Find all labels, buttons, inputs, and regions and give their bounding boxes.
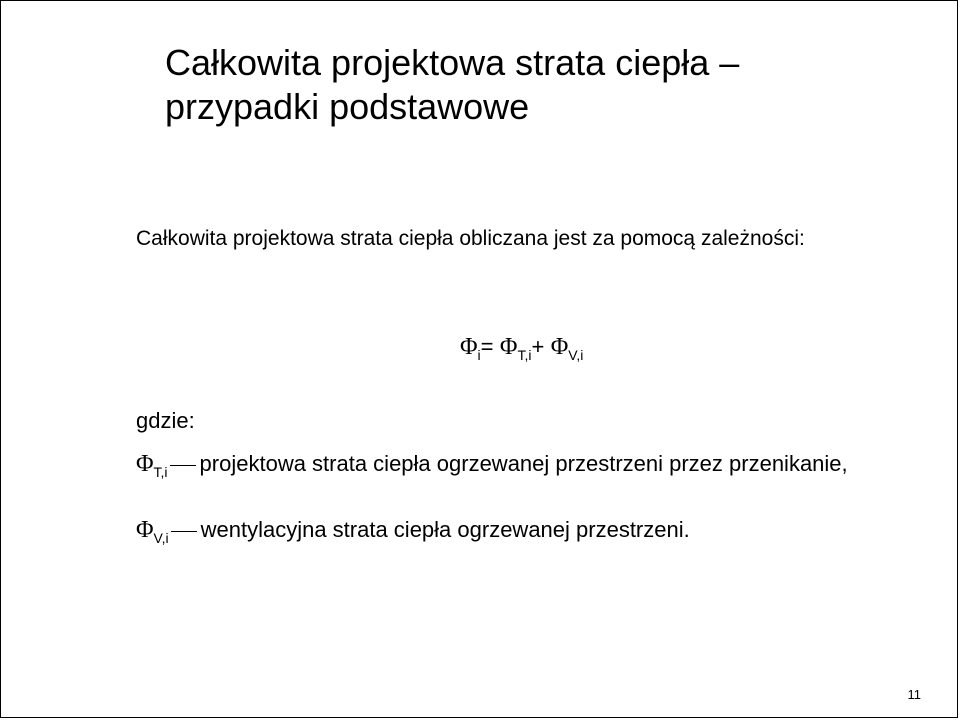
formula-phi-transmission: Φ xyxy=(499,334,518,360)
slide-title xyxy=(165,41,925,129)
definition-transmission xyxy=(136,449,896,481)
definition-subscript: T,i xyxy=(153,464,168,480)
definition-text: projektowa strata ciepła ogrzewanej przestrzeni przez przenikanie, xyxy=(199,451,848,476)
formula-equals: = xyxy=(480,334,494,359)
intro-paragraph: Całkowita projektowa strata ciepła obliczana jest za pomocą zależności: xyxy=(136,227,805,250)
formula-subscript-vi: V,i xyxy=(568,347,584,363)
formula-plus: + xyxy=(531,334,545,359)
page-number: 11 xyxy=(907,687,921,702)
definition-text: wentylacyjna strata ciepła ogrzewanej przestrzeni. xyxy=(200,517,690,542)
definition-dash xyxy=(171,531,197,532)
slide-title-line-1: Całkowita projektowa strata ciepła – xyxy=(165,42,740,83)
formula-phi-total: Φ xyxy=(460,334,478,360)
where-label: gdzie: xyxy=(136,408,195,433)
formula-subscript-ti: T,i xyxy=(517,347,532,363)
formula-subscript-i: i xyxy=(477,347,481,363)
formula-phi-ventilation: Φ xyxy=(550,334,569,360)
definition-subscript: V,i xyxy=(153,530,169,546)
slide-title-line-2: przypadki podstawowe xyxy=(165,86,530,127)
definition-phi-symbol: Φ xyxy=(136,451,154,477)
definition-ventilation xyxy=(136,515,896,547)
definition-phi-symbol: Φ xyxy=(136,517,154,543)
heat-loss-formula xyxy=(460,331,583,364)
definition-dash xyxy=(170,465,196,466)
